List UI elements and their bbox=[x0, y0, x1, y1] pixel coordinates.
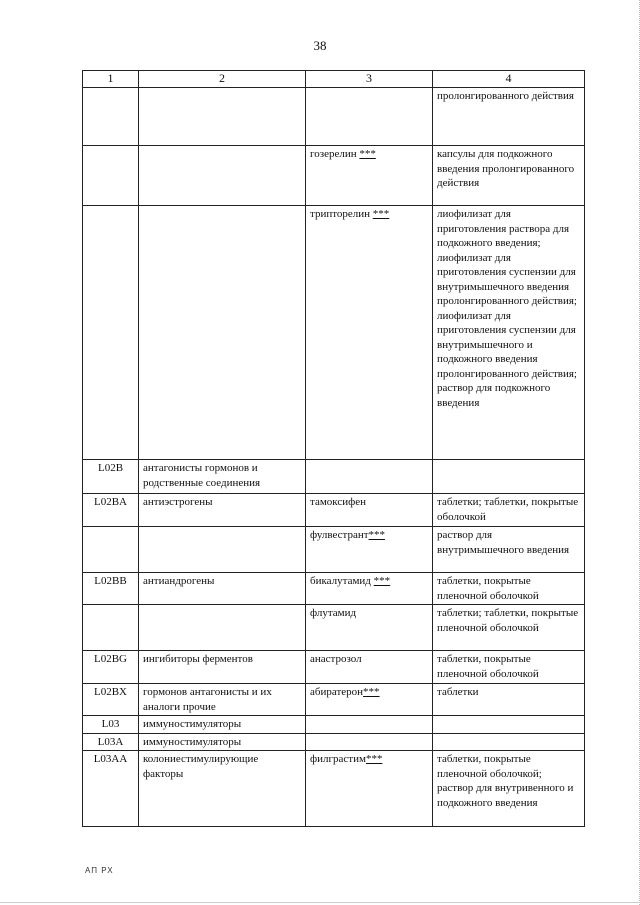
table-header-row bbox=[83, 71, 585, 88]
table-row bbox=[83, 573, 585, 605]
atc-code-cell bbox=[83, 146, 139, 206]
drug-stars-mark: *** bbox=[373, 575, 391, 587]
table-row bbox=[83, 716, 585, 734]
atc-code-cell bbox=[83, 206, 139, 460]
dosage-form-cell: пролонгированного действия bbox=[433, 88, 585, 146]
dosage-form-cell bbox=[433, 716, 585, 734]
drug-stars-mark: *** bbox=[363, 686, 380, 698]
group-name-cell: антиэстрогены bbox=[139, 494, 306, 527]
page-number: 38 bbox=[313, 38, 327, 53]
footer-text: АП РХ bbox=[85, 866, 114, 875]
dosage-form-cell: раствор для внутримышечного введения bbox=[433, 527, 585, 573]
atc-code-cell: L03AA bbox=[83, 751, 139, 827]
drug-name-cell bbox=[306, 733, 433, 751]
drug-name: фулвестрант bbox=[310, 529, 369, 541]
drug-name-cell bbox=[306, 460, 433, 494]
dosage-form-cell: капсулы для подкожного введения пролонгированного действия bbox=[433, 146, 585, 206]
atc-code-cell: L03A bbox=[83, 733, 139, 751]
drug-name: абиратерон bbox=[310, 686, 364, 698]
drug-name-cell bbox=[306, 573, 433, 605]
page-edge-bottom bbox=[0, 902, 640, 903]
drug-name: тамоксифен bbox=[310, 496, 367, 508]
dosage-form-cell bbox=[433, 460, 585, 494]
dosage-form-cell: таблетки, покрытые пленочной оболочкой bbox=[433, 573, 585, 605]
table-row bbox=[83, 494, 585, 527]
group-name-cell: иммуностимуляторы bbox=[139, 716, 306, 734]
drug-name-cell bbox=[306, 751, 433, 827]
dosage-form-cell: таблетки bbox=[433, 684, 585, 716]
group-name-cell bbox=[139, 605, 306, 651]
dosage-form-cell: таблетки, покрытые пленочной оболочкой; раствор для внутривенного и подкожного введения bbox=[433, 751, 585, 827]
drug-stars-mark: *** bbox=[365, 753, 383, 765]
table-row bbox=[83, 651, 585, 684]
table-row bbox=[83, 460, 585, 494]
group-name-cell: колониестимулирующие факторы bbox=[139, 751, 306, 827]
group-name-cell bbox=[139, 527, 306, 573]
drug-name-cell bbox=[306, 716, 433, 734]
drug-name: анастрозол bbox=[310, 653, 362, 665]
table-row bbox=[83, 684, 585, 716]
atc-code-cell bbox=[83, 527, 139, 573]
dosage-form-cell: таблетки, покрытые пленочной оболочкой bbox=[433, 651, 585, 684]
drug-name-cell bbox=[306, 206, 433, 460]
drug-stars-mark: *** bbox=[359, 148, 376, 160]
group-name-cell bbox=[139, 206, 306, 460]
column-header-1: 1 bbox=[83, 71, 139, 88]
column-header-4: 4 bbox=[433, 71, 585, 88]
table-body bbox=[83, 88, 585, 827]
atc-code-cell bbox=[83, 88, 139, 146]
group-name-cell bbox=[139, 88, 306, 146]
atc-code-cell: L03 bbox=[83, 716, 139, 734]
drug-name: трипторелин bbox=[310, 208, 373, 220]
group-name-cell: гормонов антагонисты и их аналоги прочие bbox=[139, 684, 306, 716]
group-name-cell: ингибиторы ферментов bbox=[139, 651, 306, 684]
table-row bbox=[83, 88, 585, 146]
drug-name: гозерелин bbox=[310, 148, 360, 160]
drug-name: бикалутамид bbox=[310, 575, 374, 587]
table-row bbox=[83, 146, 585, 206]
drug-name-cell bbox=[306, 494, 433, 527]
drug-name-cell bbox=[306, 684, 433, 716]
dosage-form-cell: таблетки; таблетки, покрытые пленочной оболочкой bbox=[433, 605, 585, 651]
table-row bbox=[83, 527, 585, 573]
drug-name-cell bbox=[306, 146, 433, 206]
column-header-2: 2 bbox=[139, 71, 306, 88]
drug-name: флутамид bbox=[310, 607, 357, 619]
atc-code-cell: L02B bbox=[83, 460, 139, 494]
atc-code-cell bbox=[83, 605, 139, 651]
drug-name-cell bbox=[306, 88, 433, 146]
group-name-cell: антагонисты гормонов и родственные соединения bbox=[139, 460, 306, 494]
drug-name-cell bbox=[306, 605, 433, 651]
atc-code-cell: L02BG bbox=[83, 651, 139, 684]
table-row bbox=[83, 605, 585, 651]
table-row bbox=[83, 733, 585, 751]
atc-code-cell: L02BA bbox=[83, 494, 139, 527]
dosage-form-cell: таблетки; таблетки, покрытые оболочкой bbox=[433, 494, 585, 527]
group-name-cell: иммуностимуляторы bbox=[139, 733, 306, 751]
table-row bbox=[83, 751, 585, 827]
table-row bbox=[83, 206, 585, 460]
drug-name-cell bbox=[306, 651, 433, 684]
drug-table bbox=[82, 70, 585, 827]
drug-name-cell bbox=[306, 527, 433, 573]
group-name-cell: антиандрогены bbox=[139, 573, 306, 605]
column-header-3: 3 bbox=[306, 71, 433, 88]
dosage-form-cell: лиофилизат для приготовления раствора для подкожного введения; лиофилизат для приготовления суспензии для внутримышечного введения пролонгированного действия; лиофилизат для приготовления суспензии для внутримышечного и подкожного введения пролонгированного действия; раствор для подкожного введения bbox=[433, 206, 585, 460]
group-name-cell bbox=[139, 146, 306, 206]
dosage-form-cell bbox=[433, 733, 585, 751]
atc-code-cell: L02BB bbox=[83, 573, 139, 605]
drug-name: филграстим bbox=[310, 753, 366, 765]
drug-stars-mark: *** bbox=[368, 529, 386, 541]
drug-stars-mark: *** bbox=[372, 208, 390, 220]
atc-code-cell: L02BX bbox=[83, 684, 139, 716]
